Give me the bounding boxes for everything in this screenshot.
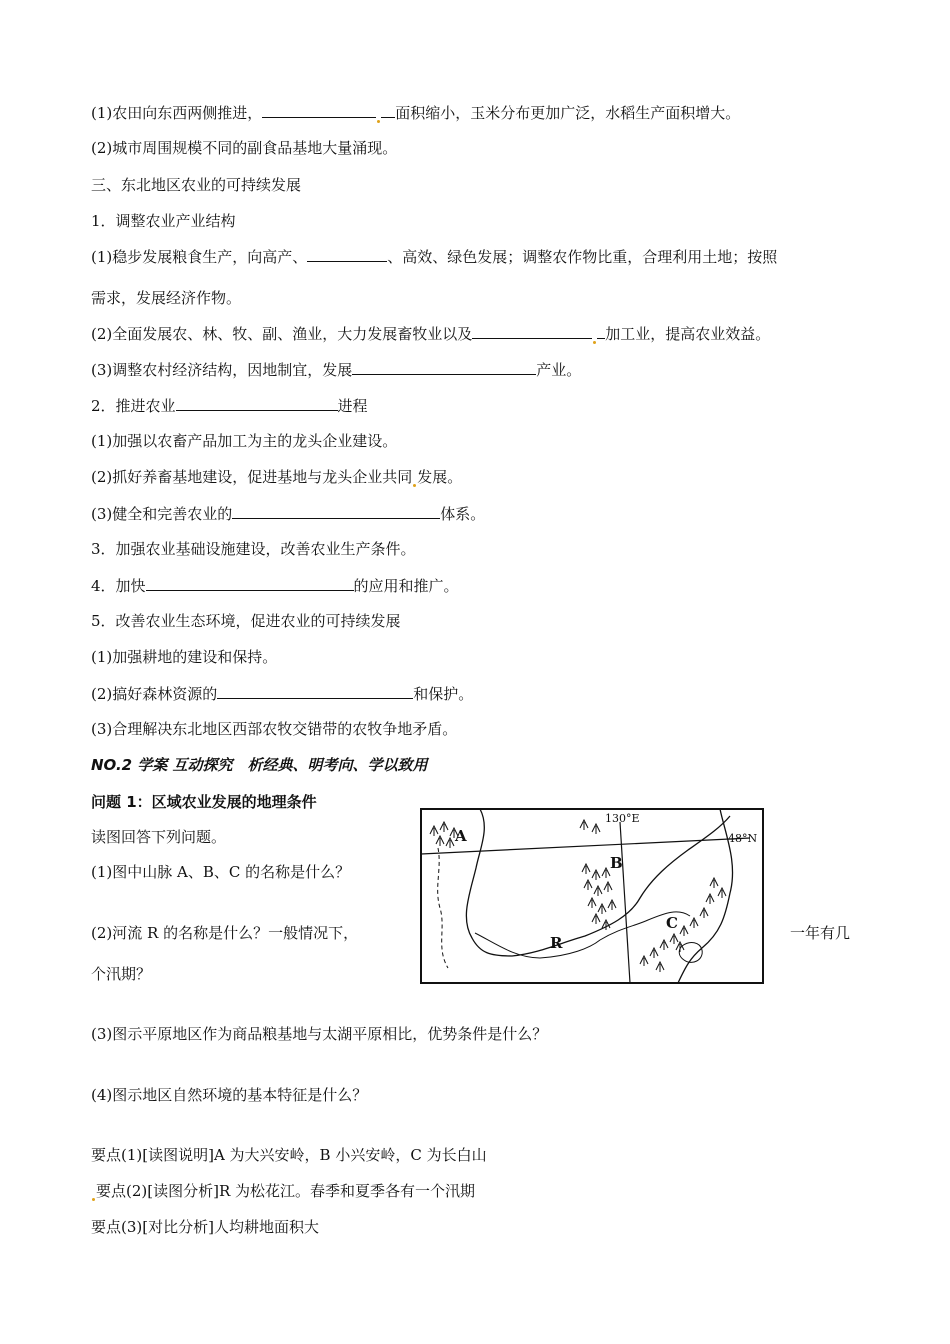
line-15: 5．改善农业生态环境，促进农业的可持续发展 bbox=[91, 612, 401, 630]
label-c: C bbox=[666, 914, 678, 932]
line-12: (3)健全和完善农业的 体系。 bbox=[91, 505, 486, 523]
mark-dot bbox=[593, 341, 596, 344]
mark-dot bbox=[413, 484, 416, 487]
line-23-left: (2)河流 R 的名称是什么？一般情况下， bbox=[91, 924, 359, 942]
section-heading-3: 三、东北地区农业的可持续发展 bbox=[91, 176, 302, 194]
label-lon: 130°E bbox=[605, 812, 640, 825]
line-8: (3)调整农村经济结构，因地制宜，发展 产业。 bbox=[91, 361, 582, 379]
line-11: (2)抓好养畜基地建设，促进基地与龙头企业共同 发展。 bbox=[91, 468, 463, 486]
blank bbox=[232, 503, 440, 519]
line-25: (3)图示平原地区作为商品粮基地与太湖平原相比，优势条件是什么？ bbox=[91, 1025, 548, 1043]
line-24: 个汛期？ bbox=[91, 965, 152, 983]
map-frame bbox=[421, 809, 763, 983]
line-16: (1)加强耕地的建设和保持。 bbox=[91, 648, 278, 666]
blank bbox=[146, 575, 354, 591]
blank bbox=[217, 683, 413, 699]
label-b: B bbox=[610, 854, 623, 872]
line-22: (1)图中山脉 A、B、C 的名称是什么？ bbox=[91, 863, 351, 881]
blank bbox=[262, 102, 376, 118]
answer-1: 要点(1)[读图说明]A 为大兴安岭，B 小兴安岭，C 为长白山 bbox=[91, 1146, 487, 1164]
label-a: A bbox=[455, 827, 467, 845]
question-title: 问题 1：区域农业发展的地理条件 bbox=[91, 793, 317, 811]
line-14: 4．加快 的应用和推广。 bbox=[91, 577, 459, 595]
line-6: 需求，发展经济作物。 bbox=[91, 289, 242, 307]
blank bbox=[352, 359, 536, 375]
blank bbox=[307, 246, 387, 262]
blank bbox=[176, 395, 338, 411]
line-4: 1．调整农业产业结构 bbox=[91, 212, 236, 230]
line-13: 3．加强农业基础设施建设，改善农业生产条件。 bbox=[91, 540, 416, 558]
line-21: 读图回答下列问题。 bbox=[91, 828, 227, 846]
blank bbox=[381, 102, 395, 118]
line-10: (1)加强以农畜产品加工为主的龙头企业建设。 bbox=[91, 432, 398, 450]
line-23-right: 一年有几 bbox=[790, 924, 851, 942]
line-17: (2)搞好森林资源的 和保护。 bbox=[91, 685, 474, 703]
line-7: (2)全面发展农、林、牧、副、渔业，大力发展畜牧业以及 加工业，提高农业效益。 bbox=[91, 325, 771, 343]
line-9: 2．推进农业 进程 bbox=[91, 397, 368, 415]
line-2: (2)城市周围规模不同的副食品基地大量涌现。 bbox=[91, 139, 398, 157]
line-26: (4)图示地区自然环境的基本特征是什么？ bbox=[91, 1086, 368, 1104]
blank bbox=[472, 323, 592, 339]
label-lat: 48°N bbox=[728, 832, 758, 845]
line-18: (3)合理解决东北地区西部农牧交错带的农牧争地矛盾。 bbox=[91, 720, 458, 738]
section-heading-no2: NO.2 学案 互动探究 析经典、明考向、学以致用 bbox=[91, 756, 428, 774]
answer-3: 要点(3)[对比分析]人均耕地面积大 bbox=[91, 1218, 319, 1236]
answer-2: 要点(2)[读图分析]R 为松花江。春季和夏季各有一个汛期 bbox=[91, 1181, 475, 1201]
mark-dot bbox=[377, 120, 380, 123]
label-r: R bbox=[550, 934, 563, 952]
mark-dot bbox=[92, 1198, 95, 1201]
line-1: (1)农田向东西两侧推进， 面积缩小，玉米分布更加广泛，水稻生产面积增大。 bbox=[91, 104, 741, 122]
northeast-china-map bbox=[420, 808, 764, 984]
line-5: (1)稳步发展粮食生产，向高产、 、高效、绿色发展；调整农作物比重，合理利用土地；按照 bbox=[91, 248, 778, 266]
